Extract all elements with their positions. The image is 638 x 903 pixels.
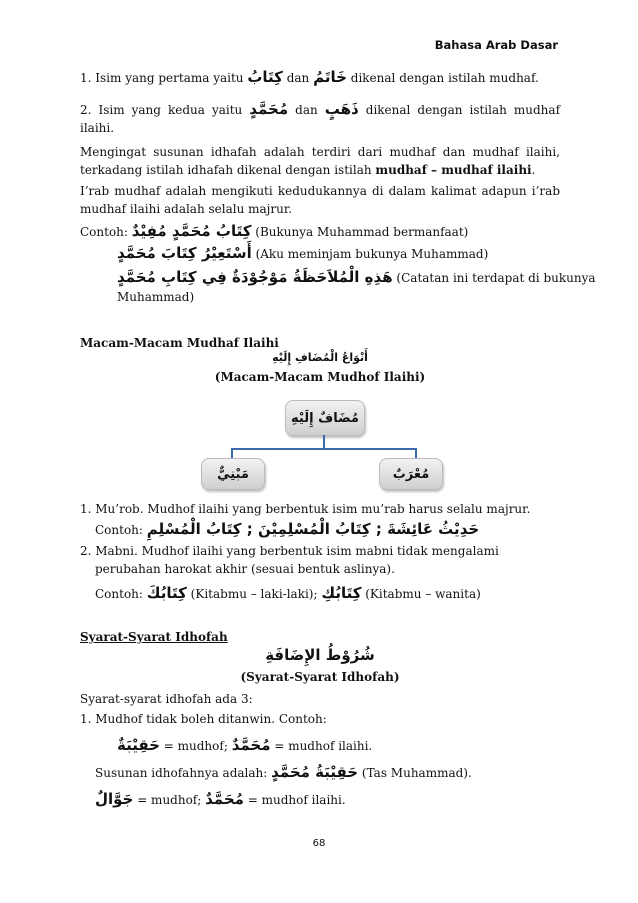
- list-item-mabni-example: Contoh: كِتَابُكَ (Kitabmu – laki-laki); كِتَابُكِ (Kitabmu – wanita): [95, 584, 481, 602]
- diagram-connector-right: [415, 448, 417, 458]
- example-1: Contoh: كِتَابُ مُحَمَّدٍ مُفِيْدٌ (Bukunya Muhammad bermanfaat): [80, 222, 469, 240]
- syarat-item-1: 1. Mudhof tidak boleh ditanwin. Contoh:: [80, 712, 327, 726]
- example-3: هَذِهِ الْمُلاَحَظَةُ مَوْجُوْدَةٌ فِي كِتَابِ مُحَمَّدٍ (Catatan ini terdapat di bukunya: [117, 268, 596, 286]
- section2-subtitle: (Syarat-Syarat Idhofah): [240, 670, 400, 684]
- diagram-box-mabni: مَبْنِيٌّ: [201, 458, 265, 490]
- section-heading-syarat-idhofah: Syarat-Syarat Idhofah: [80, 630, 228, 644]
- section-heading-mudhaf-ilaihi: Macam-Macam Mudhaf Ilaihi: [80, 336, 279, 350]
- diagram-connector-horizontal: [231, 448, 417, 450]
- diagram-connector-left: [231, 448, 233, 458]
- list-item-mabni: 2. Mabni. Mudhof ilaihi yang berbentuk isim mabni tidak mengalami: [80, 544, 499, 558]
- example-3-continued: Muhammad): [117, 290, 195, 304]
- section-subtitle: (Macam-Macam Mudhof Ilaihi): [214, 370, 426, 384]
- paragraph-2: 2. Isim yang kedua yaitu مُحَمَّدٍ dan ذَهَبٍ dikenal dengan istilah mudhaf ilaihi.: [80, 100, 561, 135]
- paragraph-4: I’rab mudhaf adalah mengikuti kedudukannya di dalam kalimat adapun i’rab mudhaf ilaihi adalah selalu majrur.: [80, 184, 560, 216]
- running-header: Bahasa Arab Dasar: [434, 38, 558, 52]
- example-2: أَسْتَعِيْرُ كِتَابَ مُحَمَّدٍ (Aku meminjam bukunya Muhammad): [117, 244, 489, 262]
- list-item-murob: 1. Mu’rob. Mudhof ilaihi yang berbentuk isim mu’rab harus selalu majrur.: [80, 502, 531, 516]
- diagram-connector-vertical: [323, 435, 325, 449]
- syarat-example-2: Susunan idhofahnya adalah: حَقِيْبَةُ مُحَمَّدٍ (Tas Muhammad).: [95, 763, 472, 781]
- list-item-murob-example: Contoh: حَدِيْثُ عَائِشَةَ ; كِتَابُ الْمُسْلِمِيْنَ ; كِتَابُ الْمُسْلِمِ: [95, 520, 480, 538]
- syarat-example-3: جَوَّالٌ = mudhof; مُحَمَّدٌ = mudhof ilaihi.: [95, 790, 346, 808]
- list-item-mabni-continued: perubahan harokat akhir (sesuai bentuk aslinya).: [95, 562, 395, 576]
- section-arabic-title: أَنْوَاعُ الْمُضَافِ إِلَيْهِ: [272, 351, 368, 364]
- section2-intro: Syarat-syarat idhofah ada 3:: [80, 692, 253, 706]
- section2-arabic-title: شُرُوْطُ الإِضَافَةِ: [265, 646, 375, 664]
- syarat-example-1: حَقِيْبَةٌ = mudhof; مُحَمَّدٌ = mudhof ilaihi.: [117, 736, 373, 754]
- mudhaf-ilaihi-diagram: [217, 398, 430, 498]
- paragraph-1: 1. Isim yang pertama yaitu كِتَابُ dan خَاتَمُ dikenal dengan istilah mudhaf.: [80, 68, 539, 86]
- paragraph-3: Mengingat susunan idhafah adalah terdiri dari mudhaf dan mudhaf ilaihi, terkadang istilah idhafah dikenal dengan istilah mudhaf – mudhaf ilaihi.: [80, 145, 560, 177]
- diagram-box-murab: مُعْرَبٌ: [379, 458, 443, 490]
- page-number: 68: [312, 838, 326, 849]
- diagram-box-top: مُضَافٌ إِلَيْهِ: [285, 400, 365, 436]
